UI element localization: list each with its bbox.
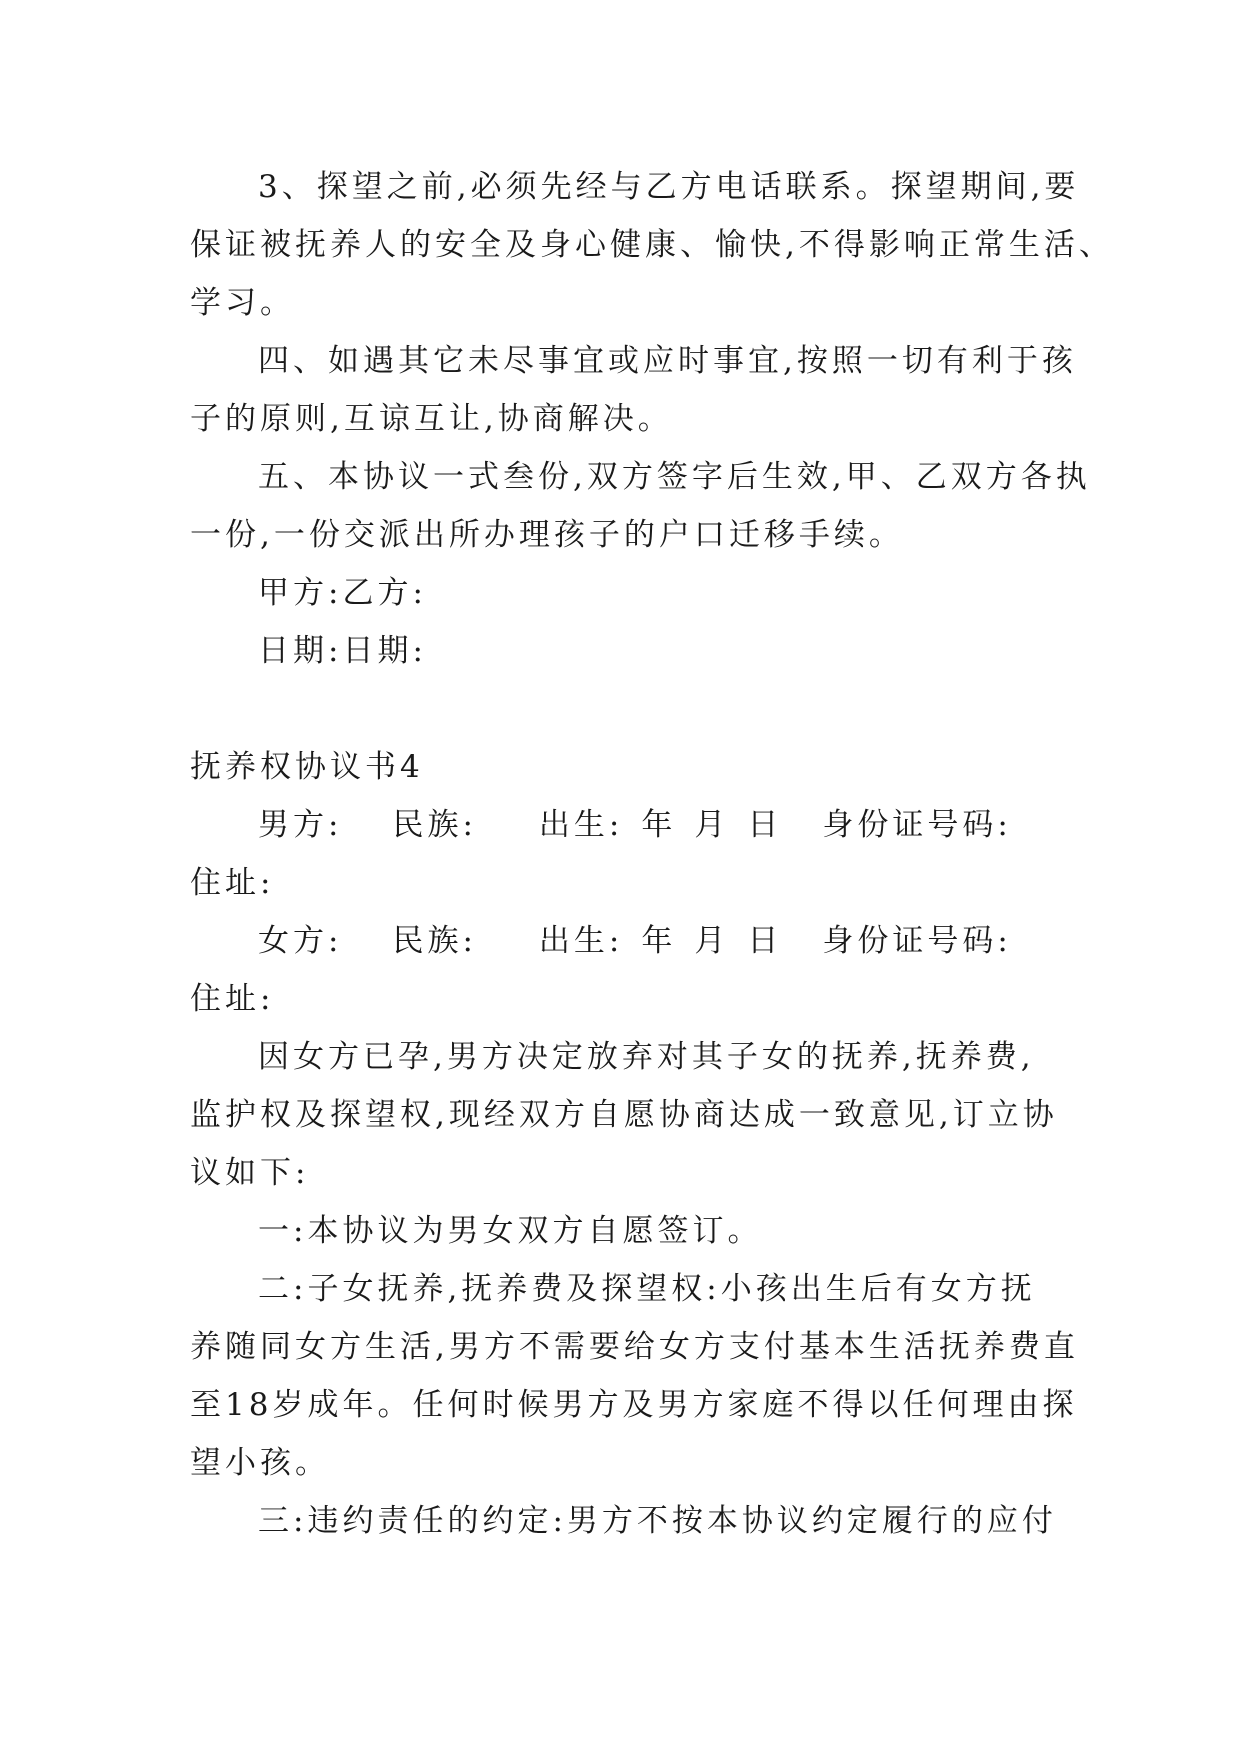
male-day: 日 [747, 807, 783, 843]
male-birth: 出生: [538, 807, 624, 843]
female-month: 月 [694, 923, 730, 959]
male-year: 年 [641, 807, 677, 843]
female-year: 年 [641, 923, 677, 959]
clause-2-line-4: 望小孩。 [190, 1445, 330, 1481]
female-party-line [258, 923, 1012, 959]
para-3-line-1: 3、探望之前,必须先经与乙方电话联系。探望期间,要 [258, 169, 1080, 205]
intro-line-1: 因女方已孕,男方决定放弃对其子女的抚养,抚养费, [258, 1039, 1035, 1075]
clause-3-line-1: 三:违约责任的约定:男方不按本协议约定履行的应付 [258, 1503, 1057, 1539]
para-4-line-2: 子的原则,互谅互让,协商解决。 [190, 401, 673, 437]
clause-1: 一:本协议为男女双方自愿签订。 [258, 1213, 763, 1249]
female-ethnicity: 民族: [392, 923, 477, 959]
female-label: 女方: [258, 923, 343, 959]
signature-line: 甲方:乙方: [258, 575, 427, 611]
para-5-line-1: 五、本协议一式叁份,双方签字后生效,甲、乙双方各执 [258, 459, 1091, 495]
male-ethnicity: 民族: [392, 807, 477, 843]
intro-line-2: 监护权及探望权,现经双方自愿协商达成一致意见,订立协 [190, 1097, 1058, 1133]
female-id: 身份证号码: [822, 923, 1012, 959]
date-line: 日期:日期: [258, 633, 427, 669]
female-day: 日 [747, 923, 783, 959]
intro-line-3: 议如下: [190, 1155, 310, 1191]
male-month: 月 [694, 807, 730, 843]
clause-2-line-2: 养随同女方生活,男方不需要给女方支付基本生活抚养费直 [190, 1329, 1079, 1365]
para-3-line-3: 学习。 [190, 285, 295, 321]
male-address: 住址: [190, 865, 275, 901]
clause-2-line-3: 至18岁成年。任何时候男方及男方家庭不得以任何理由探 [190, 1387, 1078, 1423]
para-3-line-2: 保证被抚养人的安全及身心健康、愉快,不得影响正常生活、 [190, 227, 1114, 263]
para-4-line-1: 四、如遇其它未尽事宜或应时事宜,按照一切有利于孩 [258, 343, 1077, 379]
female-birth: 出生: [538, 923, 624, 959]
para-5-line-2: 一份,一份交派出所办理孩子的户口迁移手续。 [190, 517, 904, 553]
clause-2-line-1: 二:子女抚养,抚养费及探望权:小孩出生后有女方抚 [258, 1271, 1036, 1307]
male-party-line [258, 807, 1012, 843]
female-address: 住址: [190, 981, 275, 1017]
male-id: 身份证号码: [822, 807, 1012, 843]
male-label: 男方: [258, 807, 343, 843]
section-title: 抚养权协议书4 [190, 749, 424, 785]
